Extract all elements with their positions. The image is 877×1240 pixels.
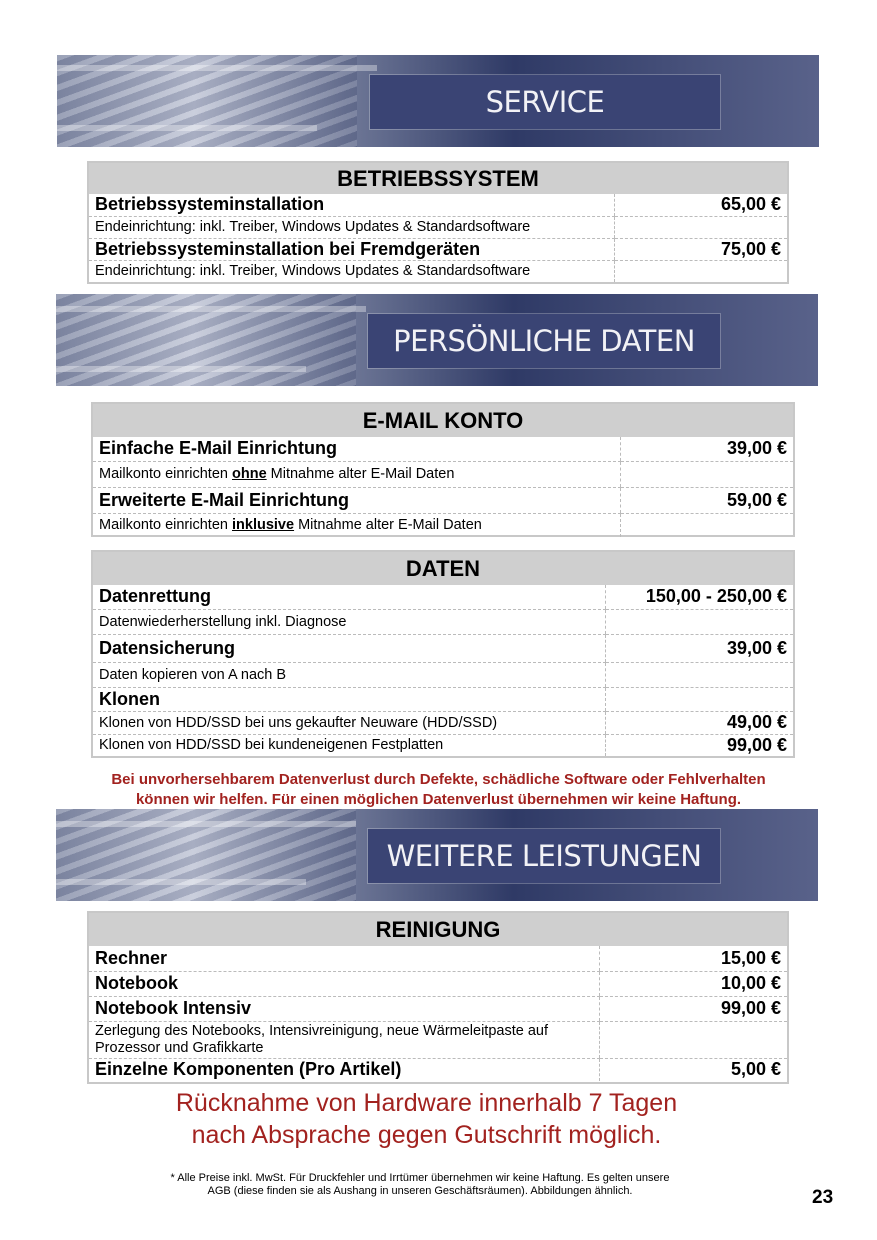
- service-price: 10,00 €: [600, 971, 788, 996]
- service-price: 39,00 €: [606, 634, 794, 662]
- table-row: [93, 634, 793, 662]
- service-desc: Daten kopieren von A nach B: [93, 662, 606, 687]
- service-title: Betriebssysteminstallation bei Fremdgeräten: [89, 238, 615, 260]
- service-price: 99,00 €: [600, 996, 788, 1021]
- table-row: [93, 734, 793, 756]
- service-desc: Mailkonto einrichten ohne Mitnahme alter E-Mail Daten: [93, 461, 621, 487]
- service-price: 75,00 €: [615, 238, 788, 260]
- service-price: 99,00 €: [606, 734, 794, 756]
- table-row: [93, 461, 793, 487]
- ruecknahme-note: Rücknahme von Hardware innerhalb 7 Tagen nach Absprache gegen Gutschrift möglich.: [175, 1089, 678, 1149]
- service-price: 5,00 €: [600, 1058, 788, 1081]
- email-table: [91, 402, 795, 537]
- datenverlust-note: Bei unvorhersehbarem Datenverlust durch Defekte, schädliche Software oder Fehlverhalten können wir helfen. Für einen möglichen Datenverlust übernehmen wir keine Haftung.: [111, 771, 766, 808]
- service-price: 49,00 €: [606, 711, 794, 734]
- service-title: Einzelne Komponenten (Pro Artikel): [95, 1059, 402, 1080]
- service-title: Erweiterte E-Mail Einrichtung: [93, 487, 621, 513]
- table-row: [89, 996, 787, 1021]
- service-price: 59,00 €: [621, 487, 794, 513]
- service-price: 65,00 €: [615, 194, 788, 216]
- service-banner: [57, 55, 819, 147]
- personal-data-banner: [56, 294, 818, 386]
- table-row: [93, 513, 793, 537]
- table-row: [89, 194, 787, 216]
- table-row: [93, 437, 793, 461]
- table-row: [89, 238, 787, 260]
- table-row: [93, 711, 793, 734]
- table-row: [89, 1021, 787, 1058]
- page-number: 23: [812, 1187, 834, 1208]
- more-services-banner: [56, 809, 818, 901]
- banner-title: SERVICE: [370, 75, 720, 129]
- table-row: [93, 487, 793, 513]
- service-desc: Zerlegung des Notebooks, Intensivreinigung, neue Wärmeleitpaste auf Prozessor und Grafikkarte: [89, 1021, 600, 1058]
- service-title: Betriebssysteminstallation: [89, 194, 615, 216]
- service-desc: Endeinrichtung: inkl. Treiber, Windows Updates & Standardsoftware: [89, 216, 615, 238]
- table-row: [89, 260, 787, 282]
- service-title: Rechner: [89, 946, 600, 971]
- betriebssystem-table: [87, 161, 789, 284]
- section-title: BETRIEBSSYSTEM: [89, 163, 787, 194]
- table-row: [93, 609, 793, 634]
- section-title: DATEN: [93, 552, 793, 585]
- service-title: Datensicherung: [93, 634, 606, 662]
- table-row: [89, 971, 787, 996]
- table-row: [89, 946, 787, 971]
- reinigung-table: [87, 911, 789, 1084]
- table-row: [93, 662, 793, 687]
- service-desc: Datenwiederherstellung inkl. Diagnose: [93, 609, 606, 634]
- service-title: Einfache E-Mail Einrichtung: [93, 437, 621, 461]
- service-title: Klonen: [93, 687, 606, 711]
- table-row: [93, 585, 793, 609]
- section-title: E-MAIL KONTO: [93, 404, 793, 437]
- daten-table: [91, 550, 795, 758]
- service-title: Notebook Intensiv: [89, 996, 600, 1021]
- banner-title: WEITERE LEISTUNGEN: [368, 829, 720, 883]
- service-desc: Endeinrichtung: inkl. Treiber, Windows Updates & Standardsoftware: [95, 263, 531, 280]
- service-price: 39,00 €: [621, 437, 794, 461]
- table-row: [89, 216, 787, 238]
- service-price: 15,00 €: [600, 946, 788, 971]
- service-desc: Klonen von HDD/SSD bei kundeneigenen Festplatten: [99, 737, 444, 754]
- service-price: 150,00 - 250,00 €: [606, 585, 794, 609]
- footnote: * Alle Preise inkl. MwSt. Für Druckfehler und Irrtümer übernehmen wir keine Haftung. Es gelten unsere AGB (diese finden sie als Aushang in unseren Geschäftsräumen). Abbildungen ähnlich.: [170, 1172, 670, 1197]
- service-title: Notebook: [89, 971, 600, 996]
- service-title: Datenrettung: [93, 585, 606, 609]
- service-desc: Mailkonto einrichten inklusive Mitnahme alter E-Mail Daten: [99, 517, 482, 534]
- service-desc: Klonen von HDD/SSD bei uns gekaufter Neuware (HDD/SSD): [93, 711, 606, 734]
- section-title: REINIGUNG: [89, 913, 787, 946]
- table-row: [93, 687, 793, 711]
- banner-title: PERSÖNLICHE DATEN: [368, 314, 720, 368]
- table-row: [89, 1058, 787, 1081]
